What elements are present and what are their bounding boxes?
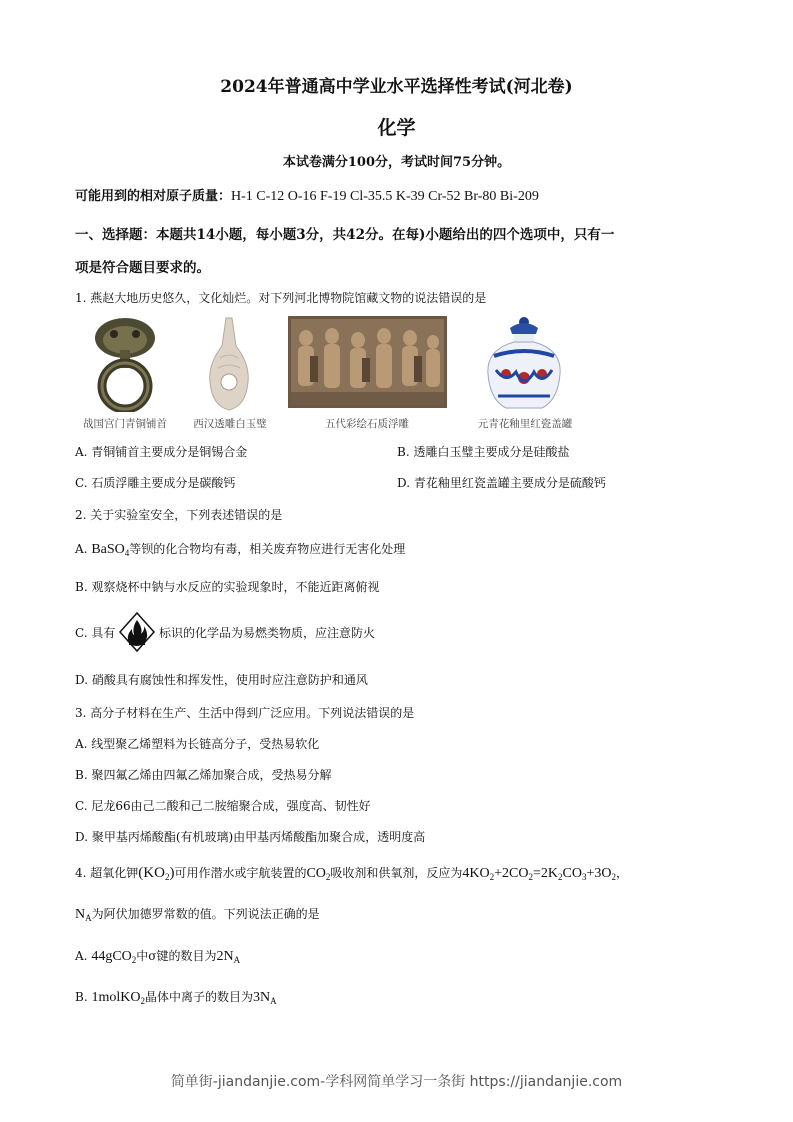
q3-option-d: D. 聚甲基丙烯酸酯(有机玻璃)由甲基丙烯酸酯加聚合成，透明度高 bbox=[75, 830, 426, 844]
q3-option-c: C. 尼龙66由己二酸和己二胺缩聚合成，强度高、韧性好 bbox=[75, 799, 371, 813]
mass-co2-formula: 44gCO$_2$ bbox=[91, 949, 137, 965]
baso4-sub: 4 bbox=[124, 548, 130, 558]
q3-stem: 3. 高分子材料在生产、生活中得到广泛应用。下列说法错误的是 bbox=[75, 706, 415, 720]
q4-stem-1: 4. 超氧化钾 bbox=[75, 866, 139, 880]
q2-c-post: 标识的化学品为易燃类物质，应注意防火 bbox=[159, 626, 376, 640]
caption-3: 五代彩绘石质浮雕 bbox=[325, 418, 409, 430]
section-heading-line1: 一、选择题：本题共14小题，每小题3分，共42分。在每)小题给出的四个选项中，只有一 bbox=[75, 227, 615, 243]
q2-option-c bbox=[75, 624, 375, 641]
q4-b-text: 晶体中离子的数目为 bbox=[144, 990, 253, 1004]
q1-option-b: B. 透雕白玉璧主要成分是硅酸盐 bbox=[397, 445, 570, 459]
q4-stem-2: 可用作潜水或宇航装置的 bbox=[174, 866, 307, 880]
bronze-knocker-image bbox=[92, 316, 158, 412]
q4-b-label: B. bbox=[75, 990, 88, 1004]
q3-option-b: B. 聚四氟乙烯由四氟乙烯加聚合成，受热易分解 bbox=[75, 768, 332, 782]
q1-option-a: A. 青铜铺首主要成分是铜锡合金 bbox=[75, 445, 248, 459]
co2-formula: $CO_2$ bbox=[306, 866, 331, 882]
stone-relief-image bbox=[288, 316, 447, 408]
caption-2: 西汉透雕白玉璧 bbox=[193, 418, 267, 430]
flammable-icon bbox=[119, 612, 155, 652]
mol-ko2-formula: 1molKO$_2$ bbox=[91, 990, 145, 1006]
q2-option-a bbox=[75, 540, 405, 558]
q4-option-b bbox=[75, 988, 277, 1006]
q4-a-text: 中σ键的数目为 bbox=[136, 949, 217, 963]
q4-line2 bbox=[75, 905, 320, 923]
q3-option-a: A. 线型聚乙烯塑料为长链高分子，受热易软化 bbox=[75, 737, 320, 751]
exam-info: 本试卷满分100分，考试时间75分钟。 bbox=[282, 155, 511, 170]
section-heading-line2: 项是符合题目要求的。 bbox=[75, 260, 210, 276]
q2-a-label: A. bbox=[75, 542, 88, 556]
atomic-mass-values: H-1 C-12 O-16 F-19 Cl-35.5 K-39 Cr-52 Br-80 Bi-209 bbox=[231, 189, 539, 204]
q2-option-b: B. 观察烧杯中钠与水反应的实验现象时，不能近距离俯视 bbox=[75, 580, 380, 594]
q4-line2-text: 为阿伏加德罗常数的值。下列说法正确的是 bbox=[91, 907, 320, 921]
2na-formula: $2N_A$ bbox=[216, 949, 241, 965]
exam-title: 2024年普通高中学业水平选择性考试(河北卷) bbox=[220, 77, 573, 97]
caption-4: 元青花釉里红瓷盖罐 bbox=[477, 418, 573, 430]
q4-stem bbox=[75, 864, 628, 882]
na-symbol: $N_A$ bbox=[75, 907, 92, 923]
caption-1: 战国宫门青铜铺首 bbox=[83, 418, 167, 430]
q2-option-d: D. 硝酸具有腐蚀性和挥发性，使用时应注意防护和通风 bbox=[75, 673, 368, 687]
q2-a-text: 等钡的化合物均有毒，相关废弃物应进行无害化处理 bbox=[129, 542, 406, 556]
ko2-formula: $(KO_2)$ bbox=[138, 865, 175, 882]
q4-stem-3: 吸收剂和供氧剂，反应为 bbox=[330, 866, 463, 880]
atomic-mass-line bbox=[75, 185, 539, 205]
atomic-mass-label: 可能用到的相对原子质量： bbox=[75, 189, 232, 204]
q1-option-c: C. 石质浮雕主要成分是碳酸钙 bbox=[75, 476, 236, 490]
q4-a-label: A. bbox=[75, 949, 88, 963]
reaction-equation: $4KO_2+2CO_2=2K_2CO_3+3O_2$ bbox=[462, 866, 616, 882]
footer-watermark: 简单街-jiandanjie.com-学科网简单学习一条街 https://jiandanjie.com bbox=[170, 1074, 623, 1090]
q4-option-a bbox=[75, 947, 240, 965]
q2-stem: 2. 关于实验室安全，下列表述错误的是 bbox=[75, 508, 283, 522]
jade-bi-image bbox=[206, 316, 252, 412]
q1-stem: 1. 燕赵大地历史悠久，文化灿烂。对下列河北博物院馆藏文物的说法错误的是 bbox=[75, 291, 487, 305]
baso4-main: BaSO bbox=[91, 542, 125, 557]
q2-c-pre: C. 具有 bbox=[75, 626, 116, 640]
q4-stem-4: ， bbox=[615, 866, 628, 880]
subject-title: 化学 bbox=[377, 117, 416, 139]
3na-formula: $3N_A$ bbox=[252, 990, 277, 1006]
porcelain-jar-image bbox=[484, 316, 564, 410]
baso4-formula bbox=[91, 542, 129, 557]
q1-option-d: D. 青花釉里红瓷盖罐主要成分是硫酸钙 bbox=[397, 476, 606, 490]
